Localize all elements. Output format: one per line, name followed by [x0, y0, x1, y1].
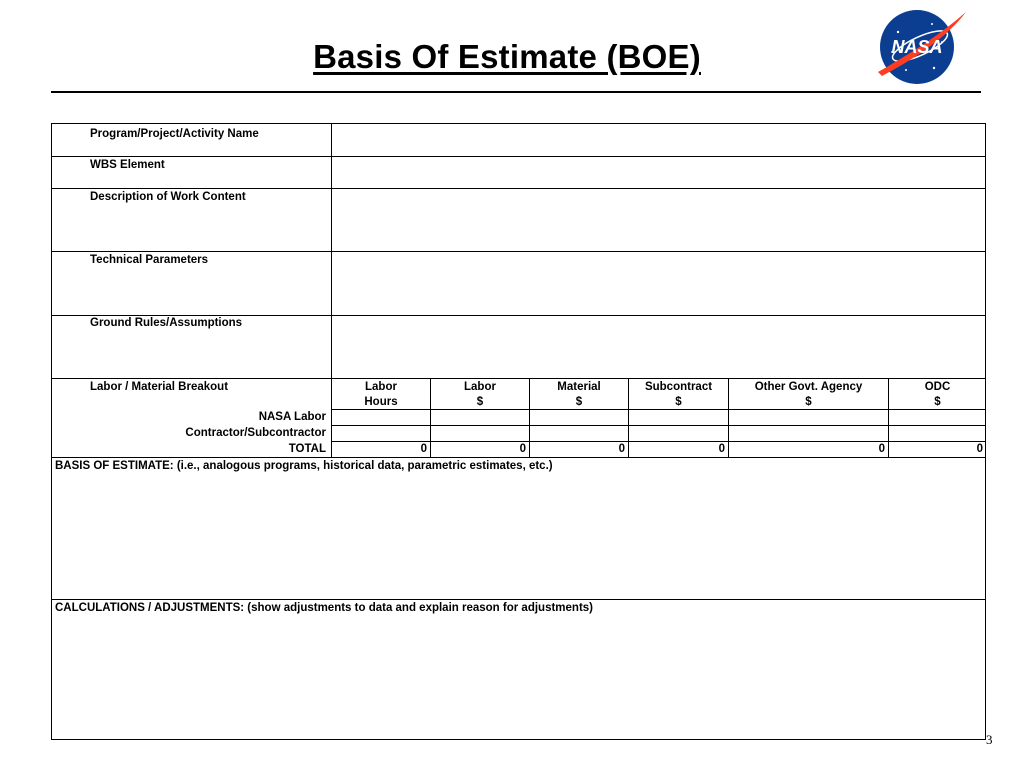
calculations-label: CALCULATIONS / ADJUSTMENTS: (show adjustments to data and explain reason for adjustments): [55, 602, 593, 614]
odc-dollars-header: ODC $: [924, 381, 951, 408]
contractor-labor-dollars-cell[interactable]: [431, 426, 529, 441]
subcontract-dollars-header: Subcontract $: [644, 381, 713, 408]
ground-rules-field[interactable]: [332, 316, 986, 378]
description-label: Description of Work Content: [90, 191, 246, 203]
wbs-element-field[interactable]: [332, 157, 986, 188]
total-labor-dollars: 0: [519, 443, 526, 455]
contractor-hours-cell[interactable]: [332, 426, 430, 441]
total-material: 0: [618, 443, 625, 455]
material-dollars-header: Material $: [557, 381, 601, 408]
total-labor-hours: 0: [420, 443, 427, 455]
technical-parameters-field[interactable]: [332, 252, 986, 315]
description-field[interactable]: [332, 189, 986, 251]
boe-form: [51, 123, 986, 740]
total-subcontract: 0: [718, 443, 725, 455]
basis-of-estimate-label: BASIS OF ESTIMATE: (i.e., analogous programs, historical data, parametric estimates, etc.): [55, 460, 553, 472]
labor-dollars-header: Labor $: [464, 381, 496, 408]
ground-rules-label: Ground Rules/Assumptions: [90, 317, 243, 329]
nasa-labor-hours-cell[interactable]: [332, 410, 430, 425]
calculations-field[interactable]: [52, 618, 985, 738]
wbs-element-label: WBS Element: [90, 159, 165, 171]
nasa-odc-cell[interactable]: [889, 410, 986, 425]
nasa-labor-label: NASA Labor: [258, 411, 326, 423]
breakout-row-divider: [331, 441, 985, 442]
section-divider: [52, 599, 985, 600]
program-name-label: Program/Project/Activity Name: [90, 128, 259, 140]
contractor-material-cell[interactable]: [530, 426, 628, 441]
svg-text:NASA: NASA: [891, 37, 943, 57]
labor-hours-header: Labor Hours: [364, 381, 398, 408]
other-govt-agency-header: Other Govt. Agency $: [754, 381, 863, 408]
nasa-material-cell[interactable]: [530, 410, 628, 425]
contractor-odc-cell[interactable]: [889, 426, 986, 441]
contractor-label: Contractor/Subcontractor: [185, 427, 326, 439]
total-odc: 0: [976, 443, 983, 455]
total-other-govt: 0: [878, 443, 885, 455]
nasa-logo: [876, 8, 968, 86]
technical-parameters-label: Technical Parameters: [90, 254, 209, 266]
title-divider: [51, 91, 981, 93]
row-divider: [52, 378, 985, 379]
nasa-labor-dollars-cell[interactable]: [431, 410, 529, 425]
contractor-subcontract-cell[interactable]: [629, 426, 728, 441]
page-number: 3: [986, 732, 993, 747]
nasa-subcontract-cell[interactable]: [629, 410, 728, 425]
nasa-other-govt-cell[interactable]: [729, 410, 888, 425]
basis-of-estimate-field[interactable]: [52, 476, 985, 599]
breakout-label: Labor / Material Breakout: [90, 381, 229, 393]
page-title: Basis Of Estimate (BOE): [313, 38, 701, 75]
program-name-field[interactable]: [332, 124, 986, 156]
total-label: TOTAL: [288, 443, 326, 455]
section-divider: [52, 457, 985, 458]
contractor-other-govt-cell[interactable]: [729, 426, 888, 441]
